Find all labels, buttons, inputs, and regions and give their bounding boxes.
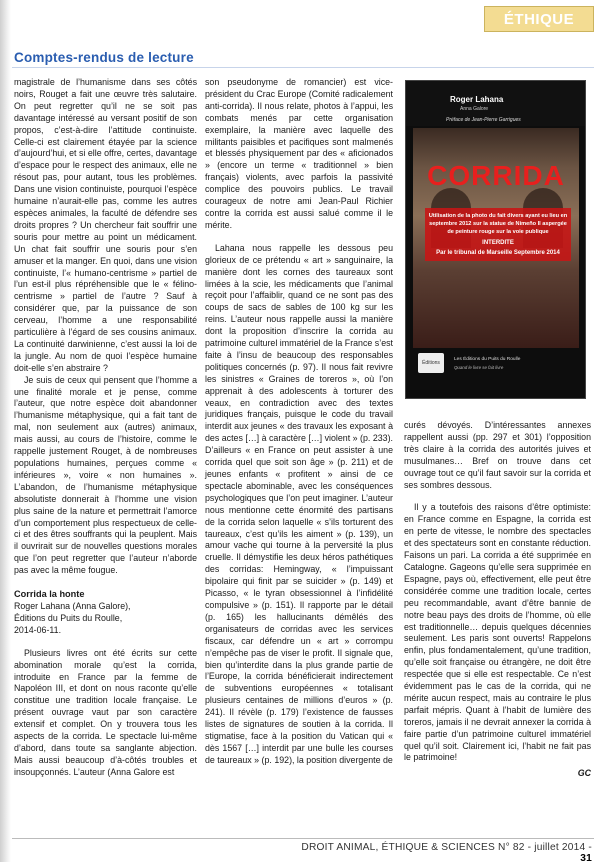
section-badge: ÉTHIQUE	[484, 6, 594, 32]
cover-censorship-box	[425, 208, 571, 261]
col3-paragraph-1: curés dévoyés. D’intéressantes annexes rappellent aussi (pp. 297 et 301) l’opposition très claire à la corrida des autorités juives et musulmanes… Bref on trouve dans cet ouvrage tout ce qu’il faut savoir sur la corrida et ses sombres dessous.	[404, 420, 591, 490]
cover-author: Roger Lahana	[450, 95, 504, 104]
cover-author-pseudonym: Anna Galore	[460, 106, 489, 112]
review-date: 2014-06-11.	[14, 624, 62, 635]
publisher-logo-icon: Éditions	[418, 353, 444, 373]
cover-box-court: Par le tribunal de Marseille Septembre 2014	[436, 249, 560, 256]
footer-journal: DROIT ANIMAL, ÉTHIQUE & SCIENCES	[301, 842, 495, 853]
cover-preface: Préface de Jean-Pierre Garrigues	[446, 117, 521, 123]
col1-paragraph-3: Plusieurs livres ont été écrits sur cette abomination morale qu’est la corrida, introduite en France par la femme de Napoléon III, et dont on nous raconte qu’elle constitue une tradition locale française. Le présent ouvrage vaut par son caractère extensif et complet. On y trouvera tous les aspects de la corrida. Le spectacle lui-même d’abord, dans toute sa sanglante abjection. Mais aussi beaucoup d’à-côtés troubles et insoupçonnés. L’auteur (Anna Galore est	[14, 647, 197, 777]
footer-divider	[12, 838, 594, 839]
col3-paragraph-2: Il y a toutefois des raisons d’être optimiste: en France comme en Espagne, la corrida est en perte de vitesse, le nombre des spectacles et des spectateurs sont en constante réduction. Faisons un pari. La corrida a été supprimée en Catalogne. Gageons qu’elle sera supprimée en Espagne, pays où, effectivement, elle peut être considérée comme une tradition locale, certes peu recommandable, avant d’être bannie de notre beau pays des droits de l’homme, où elle est traditionnelle… depuis quelques décennies seulement. Les paris sont ouverts! Rappelons enfin, plus fondamentalement, qu’une tradition, qu’elle soit française ou étrangère, ne doit être respectée que si elle est respectable. Ce n’est évidemment pas le cas de la corrida, qui ne mérite aucun respect, mais au contraire le plus parfait mépris. Quant à l’habit de lumière des toreros, jamais il ne devrait annexer la corrida à faire partie d’un patrimoine culturel immatériel quel qu’il soit. Clairement ici, l’habit ne fait pas le patrimoine!	[404, 502, 591, 763]
col2-paragraph-1: son pseudonyme de romancier) est vice-président du Crac Europe (Comité radicalement anti-corrida). Il nous relate, photos à l’appui, les combats menés par cette organisation exemplaire, la manière avec laquelle des militants paisibles et pacifiques sont malmenés et blessés physiquement par des « aficionados » (encore un terme « traditionnel » bien français) violents, avec parfois la passivité complice des pouvoirs publics. Le travail courageux de notre ami Jean-Paul Richier contre la corrida est aussi salué comme il le mérite.	[205, 77, 393, 230]
section-title: Comptes-rendus de lecture	[14, 50, 194, 65]
footer-issue: N° 82 - juillet 2014 -	[498, 842, 592, 853]
book-cover-image	[405, 80, 586, 399]
signature: GC	[577, 768, 591, 779]
page-footer	[300, 842, 592, 862]
review-publisher: Éditions du Puits du Roulle,	[14, 612, 123, 623]
review-title: Corrida la honte	[14, 589, 85, 600]
cover-header	[406, 81, 585, 126]
cover-box-verdict: INTERDITE	[482, 239, 514, 246]
review-author: Roger Lahana (Anna Galore),	[14, 600, 131, 611]
cover-box-text: Utilisation de la photo du fait divers ayant eu lieu en septembre 2012 sur la statue de Nimeño II aspergée de peinture rouge sur la voie publique	[428, 213, 568, 236]
column-1	[14, 77, 197, 779]
cover-title: CORRIDA	[427, 160, 565, 191]
cover-photo	[413, 128, 579, 348]
column-3	[404, 420, 591, 780]
cover-publisher: Les Éditions du Puits du Roulle	[454, 357, 521, 362]
column-2	[205, 77, 393, 767]
cover-publisher-tagline: Quand le livre se fait livre	[454, 365, 504, 370]
col2-paragraph-2: Lahana nous rappelle les dessous peu glorieux de ce prétendu « art » sanguinaire, la manière dont les cornes des taureaux sont limées à la scie, les médicaments que l’animal reçoit pour l’affaiblir, quand ce ne sont pas des coups de sacs de sables de 100 kg sur les reins. L’auteur nous rappelle aussi la manière dont la proposition d’inscrire la corrida au patrimoine culturel immatériel de la France s’est faite à l’insu de beaucoup des responsables politiques concernés (p. 97). Il nous fait revivre les sinistres « Graines de toreros », où l’on apprenait à des adolescents à torturer des veaux, en contradiction avec des textes juridiques français, puisque le code du travail interdit aux jeunes « des travaux les exposant à des actes […] à caractère […] violent » (p. 233). D’ailleurs « en France on peut assister à une corrida quel que soit son âge » (p. 211) et de jeunes enfants « profitent » ainsi de ce spectacle abominable, avec les conséquences psychologiques que l’on peut imaginer. L’auteur nous mentionne cette énormité des partisans de la corrida selon laquelle « s’ils torturent des taureaux, c’est qu’ils les aiment » (p. 139), un amour vache qui tourne à la perversité la plus cruelle. Il démystifie les deux héros pathétiques des corridas: Hemingway, « l’impuissant bipolaire qui finit par se suicider » (p. 149) et Picasso, « le tyran obsessionnel à l’infidélité compulsive » (p. 151). Il rapporte par le détail (p. 165) les hallucinants démêlés des organisateurs de corridas avec les services fiscaux, car défendre un « art » corrompu n’empêche pas de viser le profit. Il signale que, bien qu’interdite dans la plus grande partie de l’Europe, la corrida bénéficierait indirectement de subventions européennes « totalisant plusieurs centaines de millions d’euros » (p. 241). Il révèle (p. 179) l’existence de fausses listes de signatures de soutien à la corrida. Il stigmatise, face à la position du Vatican qui « dès 1567 […] interdit par une bulle les courses de taureaux » (p. 192), la position divergente de	[205, 242, 393, 765]
col1-paragraph-2: Je suis de ceux qui pensent que l’homme a une finalité morale et je pense, comme l’auteur, que notre espèce doit abandonner l’humanisme métaphysique, qui a fait tant de mal, non seulement aux (autres) animaux, mais aussi, au cours de l’histoire, comme le rappelle justement Rouget, à de nombreuses populations humaines, perçues comme « inférieures », voire « non humaines ». L’abandon, de l’humanisme métaphysique absolutiste donnerait à l’homme une vision plus saine de la nature et permettrait l’amorce d’un comportement plus respectueux de celle-ci et des êtres souffrants qui la peuplent. Mais il ouvrirait sur de nouvelles questions morales que l’on peut regretter que l’auteur n’aborde pas avec la même fougue.	[14, 374, 197, 576]
review-header	[14, 589, 197, 637]
section-divider	[12, 67, 594, 68]
col1-paragraph-1: magistrale de l’humanisme dans ses côtés noirs, Rouget a fait une œuvre très salutaire. On peut regretter qu’il ne se soit pas davantage intéressé au versant positif de son propos, c’est-à-dire l’attitude continuiste. Celle-ci est clairement étayée par la science d’aujourd’hui, et si elle offre, certes, davantage d’espace pour le respect des animaux, elle ne résout pas, pour autant, tous les problèmes. Dans une vision continuiste, pourquoi l’espèce humaine n’aurait-elle pas, comme les autres espèces animales, la faculté de défendre ses droits propres ? Un chercheur fait souffrir une souris pour mettre au point un médicament. Un chat fait souffrir une souris pour s’en amuser et la manger. En quoi, dans une vision continuiste, l’« humano-centrisme » partiel de l’un est-il plus répréhensible que le « félino-centrisme » partiel de l’autre ? Sauf à considérer que, par la puissance de son cerveau, l’homme a une responsabilité particulière à l’égard de ses cousins animaux. La continuité darwinienne, c’est aussi la loi de la jungle. Au nom de quoi l’espèce humaine doit-elle s’en abstraire ?	[14, 77, 197, 373]
page-number: 31	[580, 853, 592, 862]
binding-shadow	[0, 0, 11, 862]
